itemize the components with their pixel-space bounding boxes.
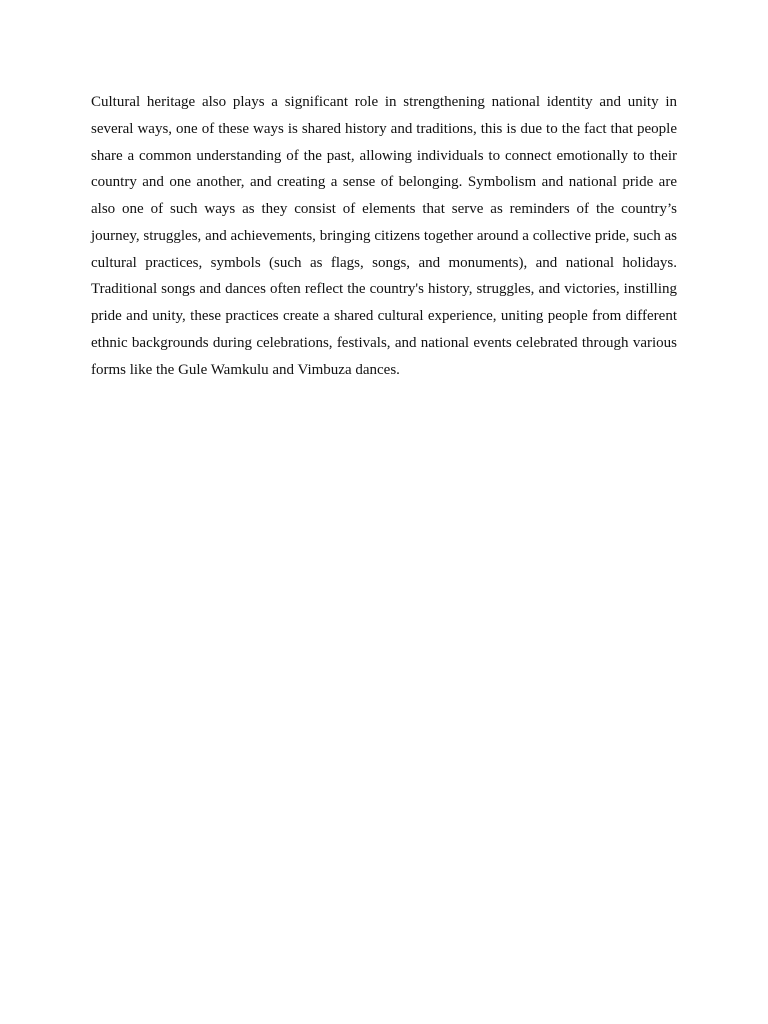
- body-paragraph: Cultural heritage also plays a significant role in strengthening national identity and unity in several ways, one of these ways is shared history and traditions, this is due to the fact that people share a common understanding of the past, allowing individuals to connect emotionally to their country and one another, and creating a sense of belonging. Symbolism and national pride are also one of such ways as they consist of elements that serve as reminders of the country’s journey, struggles, and achievements, bringing citizens together around a collective pride, such as cultural practices, symbols (such as flags, songs, and monuments), and national holidays. Traditional songs and dances often reflect the country's history, struggles, and victories, instilling pride and unity, these practices create a shared cultural experience, uniting people from different ethnic backgrounds during celebrations, festivals, and national events celebrated through various forms like the Gule Wamkulu and Vimbuza dances.: [91, 94, 677, 378]
